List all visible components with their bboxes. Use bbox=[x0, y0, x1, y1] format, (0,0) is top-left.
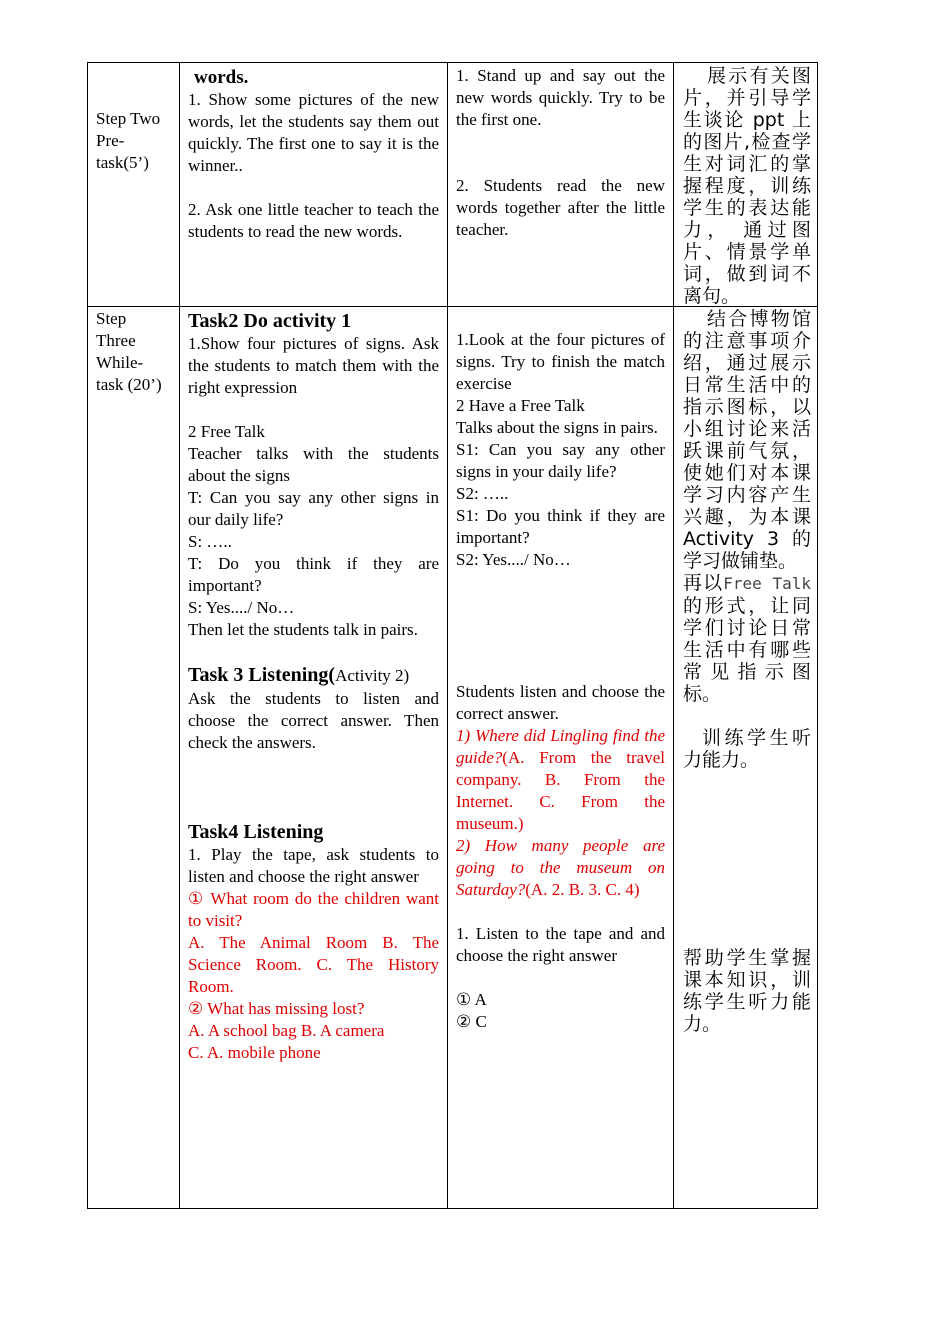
column-divider bbox=[179, 63, 180, 1208]
lesson-plan-table bbox=[87, 62, 818, 1209]
column-divider bbox=[447, 63, 448, 1208]
words-heading: words. bbox=[194, 67, 249, 88]
step-three-student-activity: 1.Look at the four pictures of signs. Try to finish the match exercise 2 Have a Free Talk Talks about the signs in pairs. S1: Can you say any other signs in your daily life? S2: ….. S1: Do you think if they are important? S2: Yes..../ No… Students listen and choose the correct answer. 1) Where did Lingling find the guide?(A. From the travel company. B. From the Internet. C. From the museum.) 2) How many people are going to the museum on Saturday?(A. 2. B. 3. C. 4) 1. Listen to the tape and and choose the right answer ① A ② C bbox=[456, 330, 665, 1031]
task2-heading: Task2 Do activity 1 bbox=[188, 310, 352, 332]
step-three-label: Step Three While- task (20’) bbox=[96, 309, 162, 394]
column-divider bbox=[673, 63, 674, 1208]
step-two-label: Step Two Pre- task(5’) bbox=[96, 109, 161, 172]
step-three-purpose: 结合博物馆的注意事项介绍，通过展示日常生活中的指示图标，以小组讨论来活跃课前气氛，使她们对本课学习内容产生兴趣，为本课 Activity 3 的学习做铺垫。 再以Free Talk的形式，让同学们讨论日常生活中有哪些常见指示图标。 训练学生听力能力。 帮助学生掌握课本知识，训练学生听力能力。 bbox=[683, 308, 811, 1035]
task4-heading: Task4 Listening bbox=[188, 821, 324, 843]
task3-heading: Task 3 Listening(Activity 2) bbox=[188, 664, 410, 686]
step-two-teacher-activity: words. 1. Show some pictures of the new words, let the students say them out quickly. The first one to say it is the winner.. 2. Ask one little teacher to teach the students to read the new words. bbox=[188, 67, 439, 241]
step-three-teacher-activity: Task2 Do activity 1 1.Show four pictures of signs. Ask the students to match them with the right expression 2 Free Talk Teacher talks with the students about the signs T: Can you say any other signs in our daily life? S: ….. T: Do you think if they are important? S: Yes..../ No… Then let the students talk in pairs. Task 3 Listening(Activity 2) Ask the students to listen and choose the correct answer. Then check the answers. Task4 Listening 1. Play the tape, ask students to listen and choose the right answer ① What room do the children want to visit? A. The Animal Room B. The Science Room. C. The History Room. ② What has missing lost? A. A school bag B. A camera C. A. mobile phone bbox=[188, 310, 439, 1062]
step-two-purpose: 展示有关图片，并引导学生谈论 ppt 上的图片,检查学生对词汇的掌握程度，训练学生的表达能力， 通过图片、情景学单词，做到词不离句。 bbox=[683, 65, 811, 307]
step-two-student-activity: 1. Stand up and say out the new words quickly. Try to be the first one. 2. Students read the new words together after the little teacher. bbox=[456, 66, 665, 239]
